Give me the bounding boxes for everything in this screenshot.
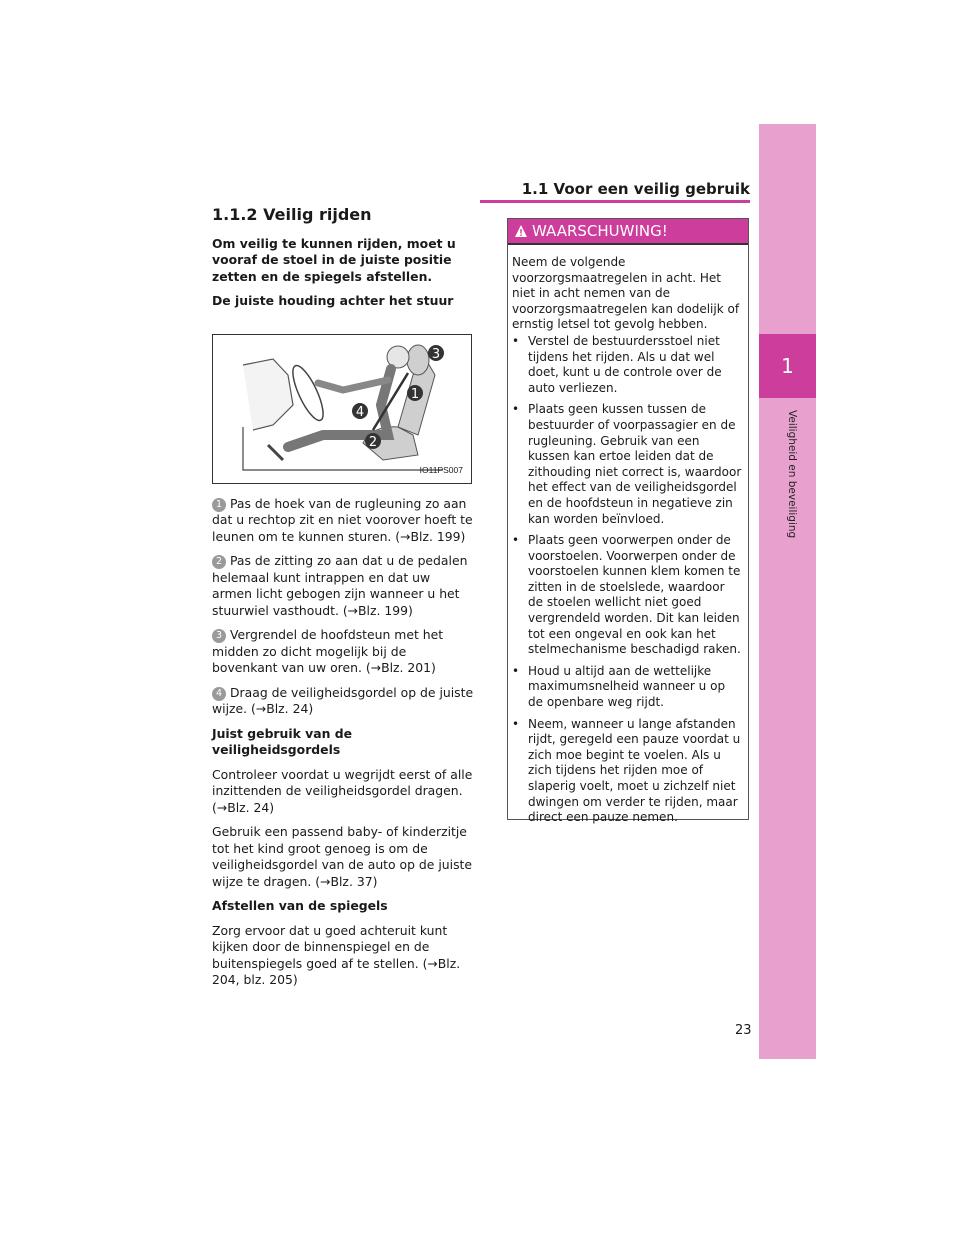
warning-bullet <box>512 533 742 658</box>
step-text: Pas de zitting zo aan dat u de pedalen helemaal kunt intrappen en dat uw armen licht gebogen zijn wanneer u het stuurwiel vasthoudt. (→Blz. 199) <box>212 553 468 618</box>
bullet-mark: • <box>512 333 520 348</box>
figure-code: IO11PS007 <box>419 465 463 475</box>
callout-1-label: 1 <box>410 386 420 402</box>
running-header: 1.1 Voor een veilig gebruik <box>521 180 750 198</box>
warning-bullet <box>512 664 742 711</box>
page-number: 23 <box>735 1023 752 1038</box>
warning-box <box>507 218 749 825</box>
driving-posture-illustration <box>212 334 472 484</box>
step-2 <box>212 553 474 619</box>
subheading-mirrors: Afstellen van de spiegels <box>212 898 388 913</box>
seatbelt-paragraph-1: Controleer voordat u wegrijdt eerst of alle inzittenden de veiligheidsgordel dragen. (→Blz. 24) <box>212 766 473 815</box>
chapter-number: 1 <box>759 334 816 398</box>
bullet-text: Neem, wanneer u lange afstanden rijdt, geregeld een pauze voordat u zich moe begint te voelen. Als u zich tijdens het rijden moe of slaperig voelt, moet u zichzelf niet dwingen om verder te rijden, maar direct een pauze nemen. <box>528 716 741 825</box>
bullet-mark: • <box>512 402 520 417</box>
bullet-mark: • <box>512 663 520 678</box>
warning-bullet <box>512 402 742 527</box>
step-text: Draag de veiligheidsgordel op de juiste wijze. (→Blz. 24) <box>212 684 474 716</box>
warning-body <box>508 245 748 826</box>
callout-3-label: 3 <box>431 346 441 362</box>
step-1 <box>212 496 474 546</box>
seatbelt-paragraph-2: Gebruik een passend baby- of kinderzitje tot het kind groot genoeg is om de veiligheidsgordel van de auto op de juiste wijze te dragen. (→Blz. 37) <box>212 824 473 889</box>
step-number: 4 <box>212 687 226 701</box>
warning-bullet <box>512 334 742 396</box>
warning-title: WAARSCHUWING! <box>532 222 668 240</box>
section-title: 1.1.2 Veilig rijden <box>212 205 372 224</box>
header-rule <box>480 200 750 203</box>
driver-seat-drawing <box>213 335 471 483</box>
warning-header <box>508 219 748 245</box>
step-number: 2 <box>212 555 226 569</box>
mirrors-paragraph: Zorg ervoor dat u goed achteruit kunt kijken door de binnenspiegel en de buitenspiegels goed af te stellen. (→Blz. 204, blz. 205) <box>212 922 461 987</box>
callout-2-label: 2 <box>368 434 378 450</box>
bullet-mark: • <box>512 716 520 731</box>
step-text: Pas de hoek van de rugleuning zo aan dat u rechtop zit en niet voorover hoeft te leunen om te kunnen sturen. (→Blz. 199) <box>212 495 473 544</box>
chapter-label: Veiligheid en beveiliging <box>786 410 798 539</box>
subheading-posture: De juiste houding achter het stuur <box>212 293 454 308</box>
bullet-text: Plaats geen kussen tussen de bestuurder of voorpassagier en de rugleuning. Gebruik van een kussen kan ertoe leiden dat de zithouding niet correct is, waardoor het effect van de veiligheidsgordel en de hoofdsteun in negatieve zin kan worden beïnvloed. <box>528 402 742 526</box>
bullet-mark: • <box>512 533 520 548</box>
step-text: Vergrendel de hoofdsteun met het midden zo dicht mogelijk bij de bovenkant van uw oren. (→Blz. 201) <box>212 627 444 675</box>
callout-4-label: 4 <box>355 404 365 420</box>
main-column <box>212 207 474 997</box>
bullet-text: Houd u altijd aan de wettelijke maximumsnelheid wanneer u op de openbare weg rijdt. <box>528 663 726 710</box>
step-4 <box>212 685 474 718</box>
step-3 <box>212 627 474 677</box>
bullet-text: Verstel de bestuurdersstoel niet tijdens het rijden. Als u dat wel doet, kunt u de controle over de auto verliezen. <box>528 333 722 395</box>
section-intro: Om veilig te kunnen rijden, moet u vooraf de stoel in de juiste positie zetten en de spiegels afstellen. <box>212 235 456 284</box>
warning-intro: Neem de volgende voorzorgsmaatregelen in acht. Het niet in acht nemen van de voorzorgsmaatregelen kan dodelijk of ernstig letsel tot gevolg hebben. <box>512 255 740 332</box>
step-number: 1 <box>212 498 226 512</box>
warning-bullet <box>512 717 742 826</box>
warning-triangle-icon <box>514 224 528 238</box>
step-number: 3 <box>212 629 226 643</box>
bullet-text: Plaats geen voorwerpen onder de voorstoelen. Voorwerpen onder de voorstoelen kunnen klem komen te zitten in de stoelslede, waardoor de stoelen wellicht niet goed vergrendeld worden. Dit kan leiden tot een ongeval en ook kan het stelmechanisme beschadigd raken. <box>528 533 741 657</box>
subheading-seatbelts: Juist gebruik van de veiligheidsgordels <box>212 725 353 757</box>
